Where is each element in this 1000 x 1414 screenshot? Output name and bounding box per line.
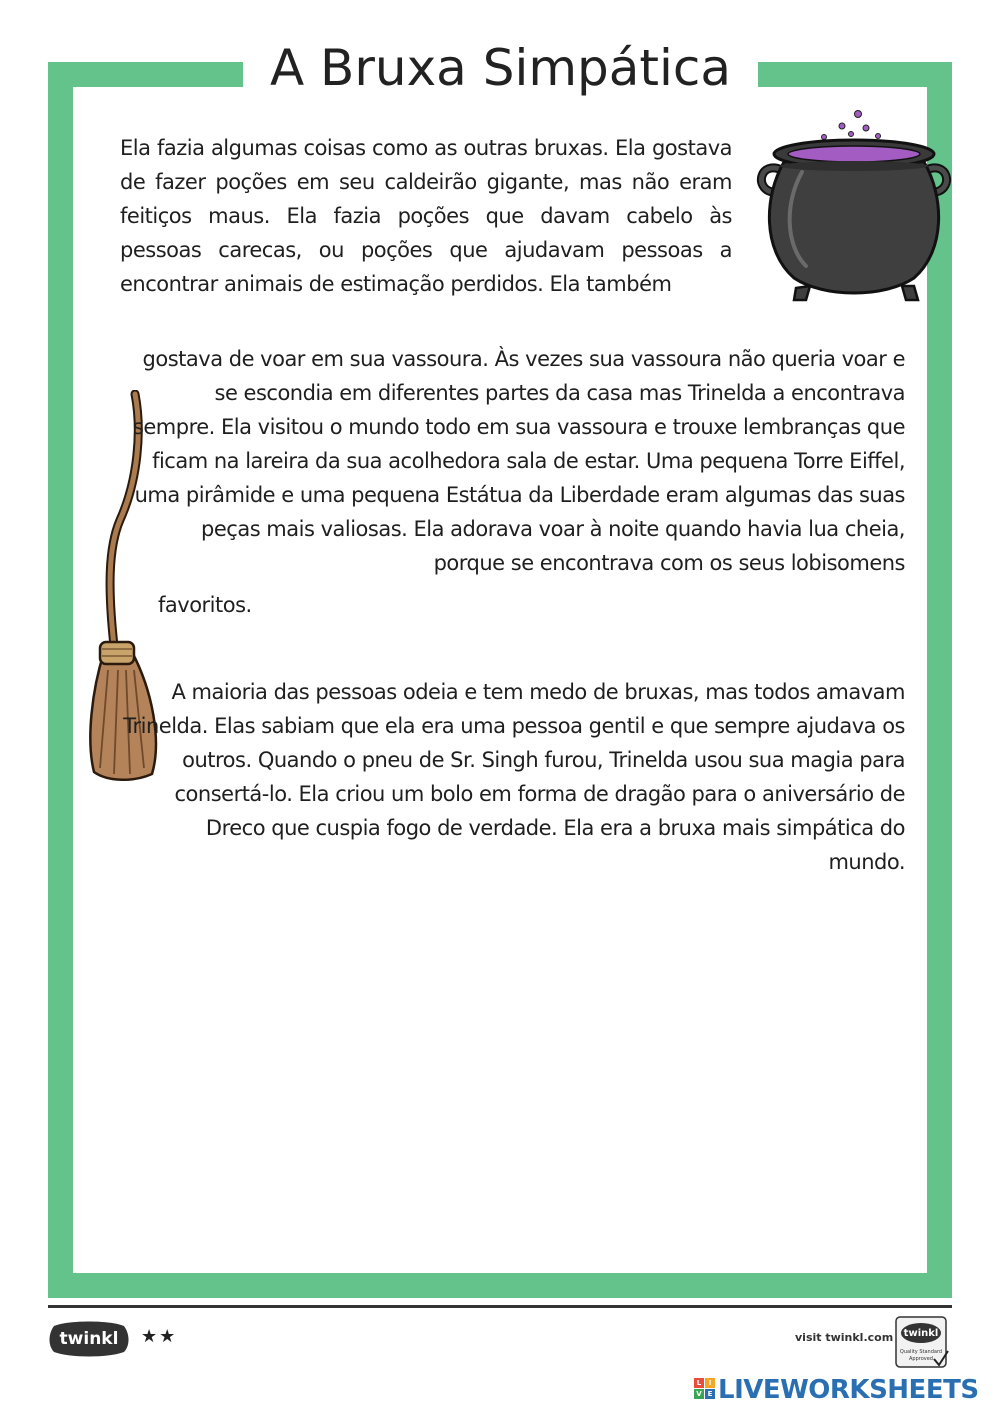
lw-letter-i: I	[705, 1378, 715, 1388]
paragraph-2-body: gostava de voar em sua vassoura. Às vezes sua vassoura não queria voar e se escondia em diferentes partes da casa mas Trinelda a encontrava sempre. Ela visitou o mundo todo em sua vassoura e trouxe lembranças que ficam na lareira da sua acolhedora sala de estar. Uma pequena Torre Eiffel, uma pirâmide e uma pequena Estátua da Liberdade eram algumas das suas peças mais valiosas. Ela adorava voar à noite quando havia lua cheia, porque se encontrava com os seus lobisomens	[132, 347, 905, 575]
twinkl-logo	[48, 1320, 130, 1358]
paragraph-3	[120, 675, 905, 879]
title-block	[243, 28, 758, 108]
badge-word: twinkl	[903, 1328, 939, 1339]
paragraph-2	[130, 342, 905, 622]
badge-line-2: Approved	[909, 1356, 933, 1362]
lw-letter-e: E	[705, 1389, 715, 1399]
badge-line-1: Quality Standard	[899, 1349, 943, 1355]
paragraph-3-body: A maioria das pessoas odeia e tem medo de bruxas, mas todos amavam Trinelda. Elas sabiam que ela era uma pessoa gentil e que sempre ajudava os outros. Quando o pneu de Sr. Singh furou, Trinelda usou sua magia para consertá-lo. Ela criou um bolo em forma de dragão para o aniversário de Dreco que cuspia fogo de verdade. Ela era a bruxa mais simpática do	[123, 680, 905, 840]
lw-letter-v: V	[694, 1389, 704, 1399]
twinkl-logo-text: twinkl	[59, 1329, 119, 1349]
liveworksheets-icon	[694, 1378, 716, 1400]
difficulty-stars: ★★	[141, 1326, 178, 1347]
page-title: A Bruxa Simpática	[269, 39, 732, 97]
footer-divider	[48, 1305, 952, 1308]
visit-link[interactable]: visit twinkl.com	[795, 1331, 894, 1344]
quality-badge-icon	[894, 1315, 950, 1371]
paragraph-3-last-line: mundo.	[828, 850, 905, 874]
paragraph-1: Ela fazia algumas coisas como as outras bruxas. Ela gostava de fazer poções em seu caldeirão gigante, mas não eram feitiços maus. Ela fazia poções que davam cabelo às pessoas carecas, ou poções que ajudavam pessoas a encontrar animais de estimação perdidos. Ela também	[120, 136, 732, 296]
paragraph-2-last-line: favoritos.	[158, 593, 252, 617]
lw-letter-l: L	[694, 1378, 704, 1388]
liveworksheets-watermark	[694, 1373, 994, 1407]
liveworksheets-text: LIVEWORKSHEETS	[718, 1375, 979, 1405]
cauldron-icon	[754, 100, 954, 306]
